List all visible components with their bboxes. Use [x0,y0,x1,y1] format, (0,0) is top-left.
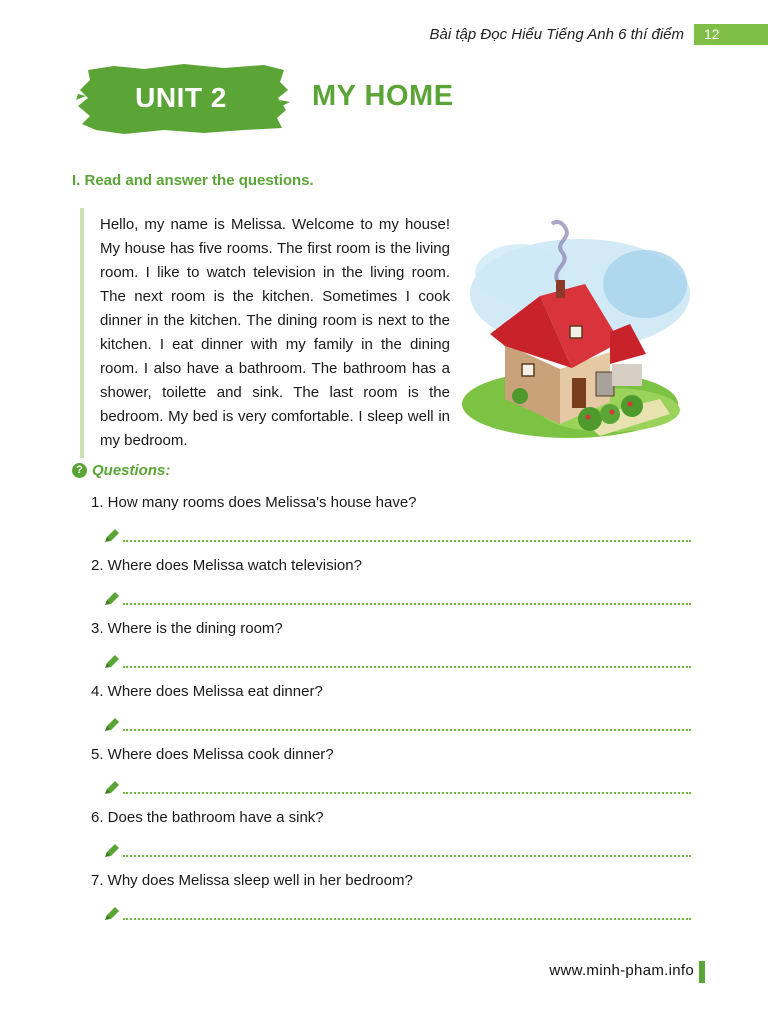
page-number: 12 [694,24,768,45]
answer-line[interactable] [103,906,691,922]
question-item [91,872,701,935]
question-text: 1. How many rooms does Melissa's house have? [91,494,417,511]
answer-line[interactable] [103,528,691,544]
question-item [91,557,701,620]
book-title: Bài tập Đọc Hiểu Tiếng Anh 6 thí điểm [429,26,684,43]
unit-badge [74,60,292,136]
pencil-icon [103,717,121,733]
pencil-icon [103,780,121,796]
question-item [91,494,701,557]
section-heading: I. Read and answer the questions. [72,172,314,189]
answer-dots [123,918,691,920]
pencil-icon [103,528,121,544]
question-list [91,494,701,935]
question-text: 5. Where does Melissa cook dinner? [91,746,334,763]
unit-label: UNIT 2 [135,82,227,113]
footer-accent-bar [699,961,705,983]
answer-dots [123,666,691,668]
answer-dots [123,540,691,542]
house-illustration [460,214,690,450]
answer-dots [123,603,691,605]
pencil-icon [103,591,121,607]
answer-dots [123,792,691,794]
answer-line[interactable] [103,591,691,607]
questions-heading-label: Questions: [92,462,171,479]
answer-dots [123,729,691,731]
question-item [91,620,701,683]
footer-url[interactable]: www.minh-pham.info [549,962,694,979]
pencil-icon [103,843,121,859]
question-item [91,746,701,809]
reading-passage: Hello, my name is Melissa. Welcome to my house! My house has five rooms. The first room is the living room. I like to watch television in the living room. The next room is the kitchen. Sometimes I cook dinner in the kitchen. The dining room is next to the kitchen. I eat dinner with my family in the dining room. I also have a bathroom. The bathroom has a shower, toilette and sink. The last room is the bedroom. My bed is very comfortable. I sleep well in my bedroom. [100,216,450,449]
unit-title: MY HOME [312,80,454,112]
passage-accent-bar [80,208,84,458]
answer-line[interactable] [103,654,691,670]
question-item [91,809,701,872]
question-item [91,683,701,746]
question-text: 6. Does the bathroom have a sink? [91,809,324,826]
answer-line[interactable] [103,843,691,859]
answer-line[interactable] [103,717,691,733]
question-text: 3. Where is the dining room? [91,620,283,637]
questions-heading [72,462,170,479]
pencil-icon [103,654,121,670]
pencil-icon [103,906,121,922]
question-text: 4. Where does Melissa eat dinner? [91,683,323,700]
question-text: 7. Why does Melissa sleep well in her bedroom? [91,872,413,889]
answer-line[interactable] [103,780,691,796]
question-mark-icon: ? [72,463,87,478]
answer-dots [123,855,691,857]
question-text: 2. Where does Melissa watch television? [91,557,362,574]
